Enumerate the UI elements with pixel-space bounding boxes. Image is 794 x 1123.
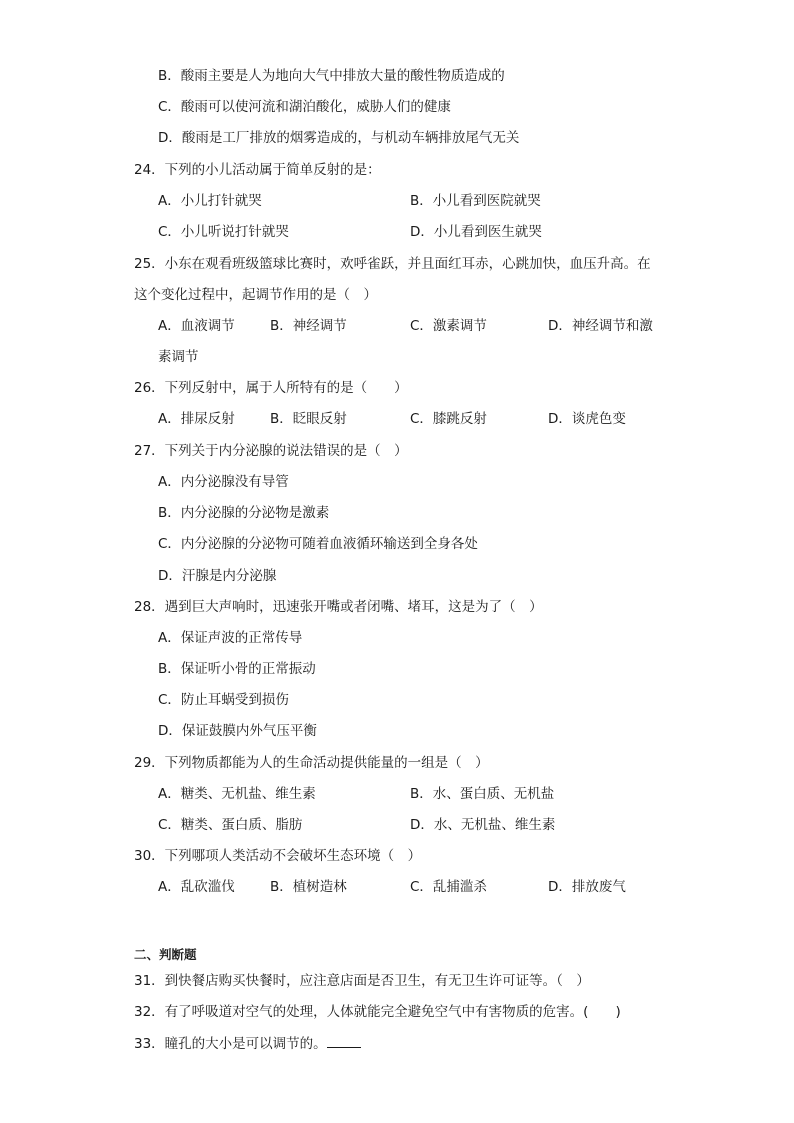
q30-stem: 30．下列哪项人类活动不会破坏生态环境（ ） [134,848,422,864]
q24-option-b: B．小儿看到医院就哭 [410,193,541,209]
q23-option-d: D．酸雨是工厂排放的烟雾造成的，与机动车辆排放尾气无关 [158,130,520,146]
q28-option-d: D．保证鼓膜内外气压平衡 [158,723,317,739]
q26-option-c: C．膝跳反射 [410,411,487,427]
q26-option-b: B．眨眼反射 [270,411,347,427]
q30-option-a: A．乱砍滥伐 [158,879,235,895]
q29-option-d: D．水、无机盐、维生素 [410,817,556,833]
q23-option-c: C．酸雨可以使河流和湖泊酸化，威胁人们的健康 [158,99,451,115]
q28-option-a: A．保证声波的正常传导 [158,630,303,646]
q32-stem: 32．有了呼吸道对空气的处理，人体就能完全避免空气中有害物质的危害。( ) [134,1004,621,1020]
answer-blank[interactable] [327,1034,361,1048]
q29-stem: 29．下列物质都能为人的生命活动提供能量的一组是（ ） [134,755,489,771]
q27-option-a: A．内分泌腺没有导管 [158,474,289,490]
q26-stem: 26．下列反射中，属于人所特有的是（ ） [134,380,408,396]
q33-line [134,1034,361,1053]
q27-option-d: D．汗腺是内分泌腺 [158,568,277,584]
q25-option-b: B．神经调节 [270,318,347,334]
q26-option-d: D．谈虎色变 [548,411,626,427]
q33-stem: 33．瞳孔的大小是可以调节的。 [134,1036,327,1052]
q31-stem: 31．到快餐店购买快餐时，应注意店面是否卫生，有无卫生许可证等。（ ） [134,973,590,989]
q29-option-a: A．糖类、无机盐、维生素 [158,786,316,802]
q24-stem: 24．下列的小儿活动属于简单反射的是： [134,162,381,178]
q30-option-c: C．乱捕滥杀 [410,879,487,895]
q28-option-b: B．保证听小骨的正常振动 [158,661,316,677]
q30-option-d: D．排放废气 [548,879,626,895]
q23-option-b: B．酸雨主要是人为地向大气中排放大量的酸性物质造成的 [158,68,505,84]
q27-option-c: C．内分泌腺的分泌物可随着血液循环输送到全身各处 [158,536,478,552]
q25-option-c: C．激素调节 [410,318,487,334]
q25-option-a: A．血液调节 [158,318,235,334]
q28-stem: 28．遇到巨大声响时，迅速张开嘴或者闭嘴、堵耳，这是为了（ ） [134,599,543,615]
q27-stem: 27．下列关于内分泌腺的说法错误的是（ ） [134,443,408,459]
q30-option-b: B．植树造林 [270,879,347,895]
q24-option-c: C．小儿听说打针就哭 [158,224,289,240]
q25-option-d: D．神经调节和激 [548,318,653,334]
section-heading-judgment: 二、判断题 [134,947,197,962]
q28-option-c: C．防止耳蜗受到损伤 [158,692,289,708]
q24-option-d: D．小儿看到医生就哭 [410,224,542,240]
q29-option-c: C．糖类、蛋白质、脂肪 [158,817,303,833]
q25-stem-line2: 这个变化过程中，起调节作用的是（ ） [134,287,377,303]
q27-option-b: B．内分泌腺的分泌物是激素 [158,505,330,521]
q25-stem-line1: 25．小东在观看班级篮球比赛时，欢呼雀跃，并且面红耳赤，心跳加快，血压升高。在 [134,256,651,272]
q25-option-d-continued: 素调节 [158,349,199,365]
q24-option-a: A．小儿打针就哭 [158,193,262,209]
q26-option-a: A．排尿反射 [158,411,235,427]
q29-option-b: B．水、蛋白质、无机盐 [410,786,555,802]
